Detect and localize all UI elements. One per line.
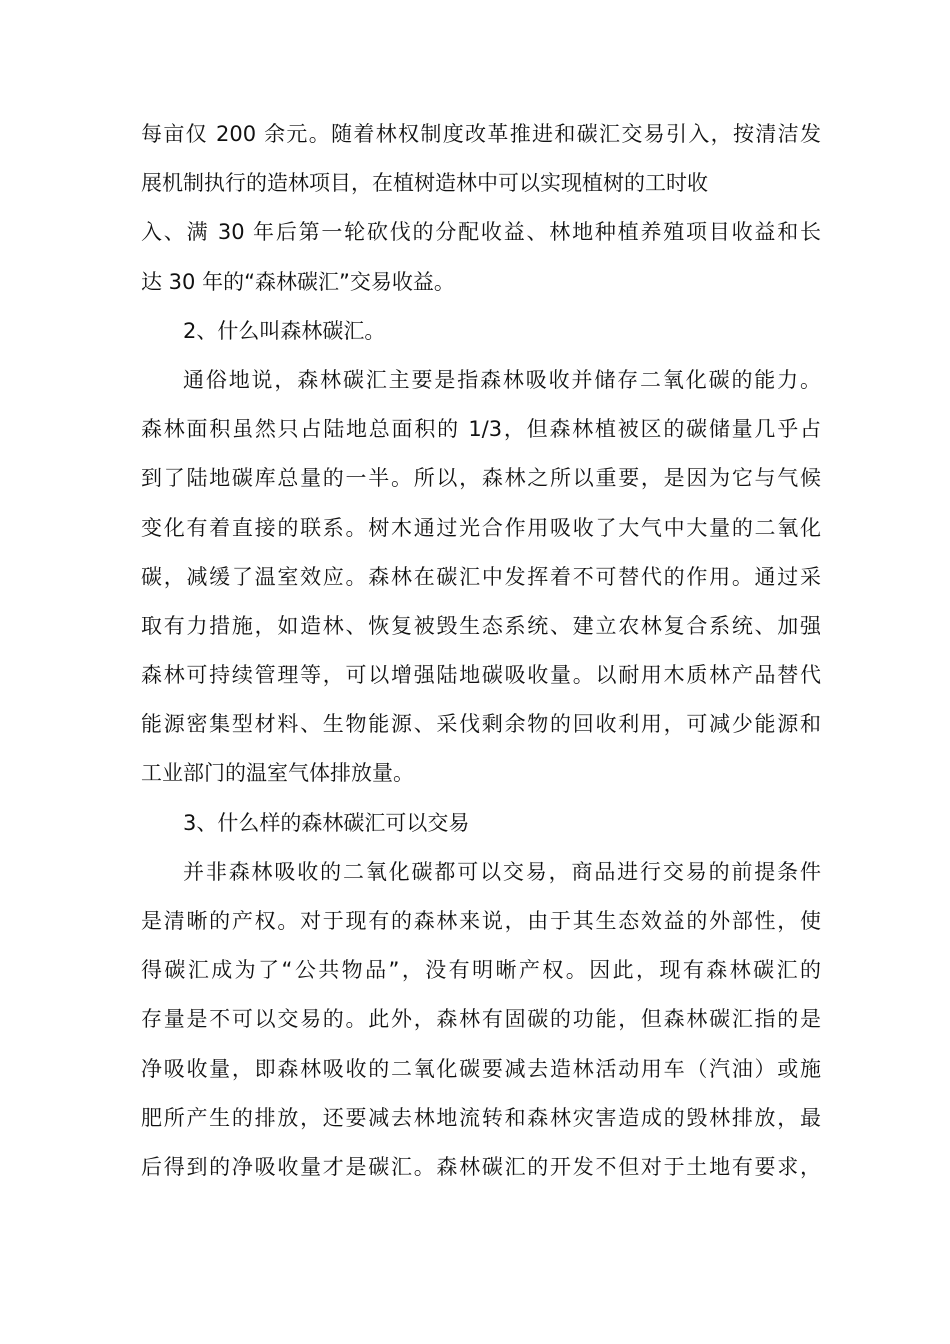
text-line: 取有力措施，如造林、恢复被毁生态系统、建立农林复合系统、加强 xyxy=(141,613,821,638)
text-line: 森林可持续管理等，可以增强陆地碳吸收量。以耐用木质林产品替代 xyxy=(141,663,821,688)
text-line: 通俗地说，森林碳汇主要是指森林吸收并储存二氧化碳的能力。 xyxy=(183,367,821,392)
section-heading: 3、什么样的森林碳汇可以交易 xyxy=(183,810,470,835)
text-line: 后得到的净吸收量才是碳汇。森林碳汇的开发不但对于土地有要求， xyxy=(141,1154,821,1179)
text-line: 并非森林吸收的二氧化碳都可以交易，商品进行交易的前提条件 xyxy=(183,859,821,884)
text-line: 森林面积虽然只占陆地总面积的 1/3，但森林植被区的碳储量几乎占 xyxy=(141,417,821,442)
text-line: 每亩仅 200 余元。随着林权制度改革推进和碳汇交易引入，按清洁发 xyxy=(141,122,821,146)
section-heading: 2、什么叫森林碳汇。 xyxy=(183,318,386,343)
text-line: 到了陆地碳库总量的一半。所以，森林之所以重要，是因为它与气候 xyxy=(141,466,821,491)
text-line: 得碳汇成为了“公共物品”，没有明晰产权。因此，现有森林碳汇的 xyxy=(141,958,821,983)
text-line: 入、满 30 年后第一轮砍伐的分配收益、林地种植养殖项目收益和长 xyxy=(141,220,821,245)
text-line: 存量是不可以交易的。此外，森林有固碳的功能，但森林碳汇指的是 xyxy=(141,1007,821,1032)
text-line: 肥所产生的排放，还要减去林地流转和森林灾害造成的毁林排放，最 xyxy=(141,1105,821,1130)
text-line: 展机制执行的造林项目，在植树造林中可以实现植树的工时收 xyxy=(141,171,708,196)
text-line: 工业部门的温室气体排放量。 xyxy=(141,761,414,786)
text-line: 变化有着直接的联系。树木通过光合作用吸收了大气中大量的二氧化 xyxy=(141,515,821,540)
text-line: 达 30 年的“森林碳汇”交易收益。 xyxy=(141,269,455,294)
text-line: 是清晰的产权。对于现有的森林来说，由于其生态效益的外部性，使 xyxy=(141,909,821,933)
document-body xyxy=(141,110,821,1192)
text-line: 碳，减缓了温室效应。森林在碳汇中发挥着不可替代的作用。通过采 xyxy=(141,564,821,589)
text-line: 能源密集型材料、生物能源、采伐剩余物的回收利用，可减少能源和 xyxy=(141,712,821,737)
text-line: 净吸收量，即森林吸收的二氧化碳要减去造林活动用车（汽油）或施 xyxy=(141,1056,821,1081)
